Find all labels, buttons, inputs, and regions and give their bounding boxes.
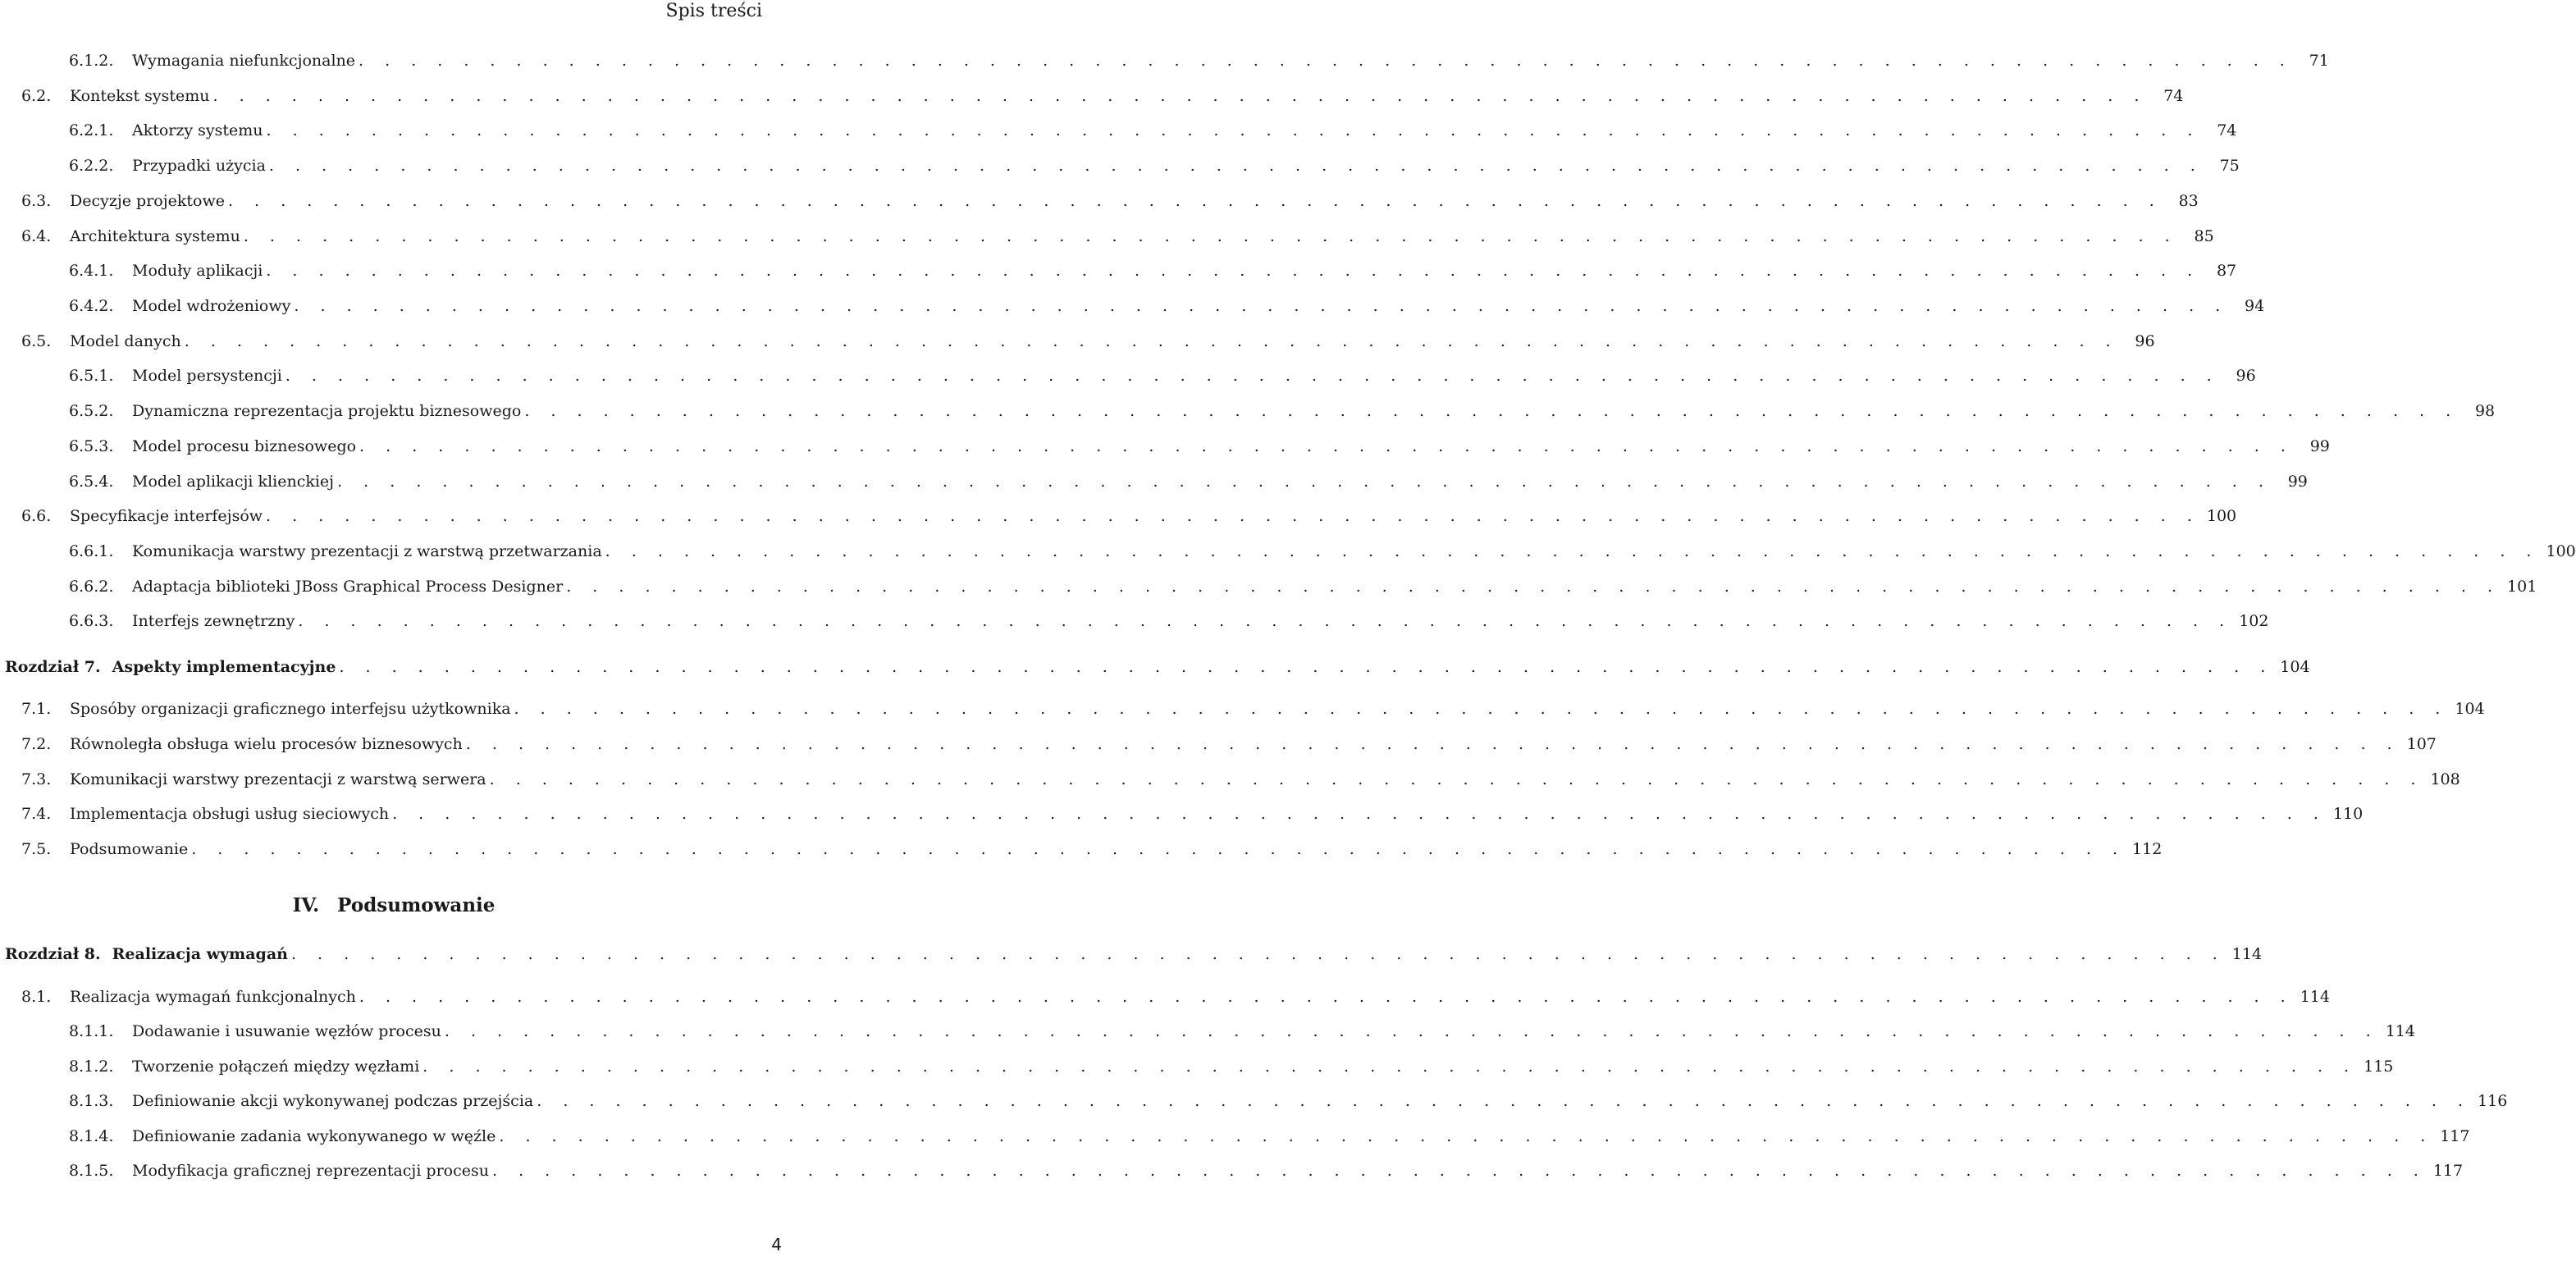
toc-entry-title: Interfejs zewnętrzny	[132, 612, 295, 630]
toc-entry-title: Definiowanie zadania wykonywanego w węźle	[132, 1127, 496, 1145]
toc-entry-page: 99	[2309, 437, 2330, 455]
toc-entry-page: 94	[2245, 297, 2265, 315]
toc-entry-page: 75	[2219, 157, 2240, 175]
toc-entry-title: Decyzje projektowe	[70, 192, 225, 210]
toc-entry[interactable]	[69, 1162, 2464, 1186]
toc-leader-dots: . . . . . . . . . . . . . . . . . . . . . . . . . . . . . . . . . . . . . . . . . . . . . . . . . . . . . . . . . . . . . . . . . . . . . . . . . .	[268, 157, 2204, 175]
toc-entry-title: Komunikacja warstwy prezentacji z warstwą przetwarzania	[132, 542, 602, 560]
toc-leader-dots: . . . . . . . . . . . . . . . . . . . . . . . . . . . . . . . . . . . . . . . . . . . . . . . . . . . . . . . . . . . . . . . . . . . . . . . . . .	[298, 612, 2233, 630]
toc-entry-title: Równoległa obsługa wielu procesów biznesowych	[70, 735, 463, 753]
toc-entry[interactable]	[21, 988, 2330, 1012]
toc-leader-dots: . . . . . . . . . . . . . . . . . . . . . . . . . . . . . . . . . . . . . . . . . . . . . . . . . . . . . . . . . . . . . . . . . . . . . . . . . .	[489, 770, 2424, 788]
toc-entry-number: 6.4.2.	[69, 297, 114, 315]
toc-entry-number: Rozdział 8.	[5, 945, 101, 963]
toc-entry-page: 101	[2507, 578, 2537, 596]
toc-leader-dots: . . . . . . . . . . . . . . . . . . . . . . . . . . . . . . . . . . . . . . . . . . . . . . . . . . . . . . . . . . . . . . . . . . . . . . . . . .	[290, 945, 2226, 963]
toc-entry-number: 8.1.4.	[69, 1127, 114, 1145]
toc-leader-dots: . . . . . . . . . . . . . . . . . . . . . . . . . . . . . . . . . . . . . . . . . . . . . . . . . . . . . . . . . . . . . . . . . . . . . . . . . .	[337, 473, 2272, 491]
toc-entry-page: 114	[2300, 988, 2330, 1006]
toc-entry-page: 112	[2132, 840, 2163, 858]
toc-entry-title: Aspekty implementacyjne	[112, 658, 336, 676]
toc-entry[interactable]	[69, 542, 2576, 567]
toc-entry[interactable]	[69, 1058, 2394, 1082]
toc-entry[interactable]	[21, 87, 2184, 112]
toc-leader-dots: . . . . . . . . . . . . . . . . . . . . . . . . . . . . . . . . . . . . . . . . . . . . . . . . . . . . . . . . . . . . . . . . . . . . . . . . . .	[243, 227, 2178, 245]
toc-entry-title: Model danych	[70, 332, 181, 350]
toc-leader-dots: . . . . . . . . . . . . . . . . . . . . . . . . . . . . . . . . . . . . . . . . . . . . . . . . . . . . . . . . . . . . . . . . . . . . . . . . . .	[359, 988, 2294, 1006]
toc-leader-dots: . . . . . . . . . . . . . . . . . . . . . . . . . . . . . . . . . . . . . . . . . . . . . . . . . . . . . . . . . . . . . . . . . . . . . . . . . .	[266, 507, 2200, 525]
toc-entry[interactable]	[69, 1092, 2508, 1117]
toc-entry-page: 96	[2236, 367, 2256, 385]
toc-entry-number: 7.5.	[21, 840, 52, 858]
toc-leader-dots: . . . . . . . . . . . . . . . . . . . . . . . . . . . . . . . . . . . . . . . . . . . . . . . . . . . . . . . . . . . . . . . . . . . . . . . . . .	[294, 297, 2229, 315]
toc-leader-dots: . . . . . . . . . . . . . . . . . . . . . . . . . . . . . . . . . . . . . . . . . . . . . . . . . . . . . . . . . . . . . . . . . . . . . . . . . .	[266, 262, 2201, 280]
toc-entry[interactable]	[69, 297, 2265, 322]
toc-entry-title: Przypadki użycia	[132, 157, 266, 175]
toc-entry[interactable]	[21, 770, 2460, 795]
toc-entry-number: 6.5.2.	[69, 402, 114, 420]
toc-leader-dots: . . . . . . . . . . . . . . . . . . . . . . . . . . . . . . . . . . . . . . . . . . . . . . . . . . . . . . . . . . . . . . . . . . . . . . . . . .	[359, 52, 2293, 70]
toc-entry-title: Model procesu biznesowego	[132, 437, 357, 455]
toc-entry-title: Wymagania niefunkcjonalne	[132, 52, 356, 70]
toc-leader-dots: . . . . . . . . . . . . . . . . . . . . . . . . . . . . . . . . . . . . . . . . . . . . . . . . . . . . . . . . . . . . . . . . . . . . . . . . . .	[266, 121, 2201, 139]
toc-entry-title: Modyfikacja graficznej reprezentacji procesu	[132, 1162, 489, 1180]
toc-entry[interactable]	[21, 840, 2163, 865]
toc-entry-page: 96	[2135, 332, 2155, 350]
toc-entry-page: 104	[2455, 700, 2485, 718]
toc-chapter-entry[interactable]	[5, 658, 2310, 683]
toc-entry-title: Dodawanie i usuwanie węzłów procesu	[132, 1022, 441, 1040]
toc-leader-dots: . . . . . . . . . . . . . . . . . . . . . . . . . . . . . . . . . . . . . . . . . . . . . . . . . . . . . . . . . . . . . . . . . . . . . . . . . .	[191, 840, 2126, 858]
toc-entry-title: Architektura systemu	[70, 227, 240, 245]
toc-entry-number: 6.5.	[21, 332, 52, 350]
toc-entry-number: 6.5.3.	[69, 437, 114, 455]
toc-entry-number: 8.1.3.	[69, 1092, 114, 1110]
toc-entry-page: 85	[2194, 227, 2214, 245]
toc-entry-number: 6.4.	[21, 227, 52, 245]
toc-entry-number: 6.6.2.	[69, 578, 114, 596]
toc-entry-title: Realizacja wymagań	[112, 945, 288, 963]
toc-entry[interactable]	[21, 227, 2214, 252]
toc-entry-page: 115	[2364, 1058, 2394, 1076]
toc-leader-dots: . . . . . . . . . . . . . . . . . . . . . . . . . . . . . . . . . . . . . . . . . . . . . . . . . . . . . . . . . . . . . . . . . . . . . . . . . .	[499, 1127, 2434, 1145]
toc-entry-number: 6.6.3.	[69, 612, 114, 630]
toc-entry-page: 104	[2280, 658, 2310, 676]
toc-entry-title: Moduły aplikacji	[132, 262, 263, 280]
toc-entry[interactable]	[21, 735, 2437, 760]
toc-entry-title: Implementacja obsługi usług sieciowych	[70, 805, 390, 823]
toc-entry-page: 74	[2163, 87, 2184, 105]
toc-entry-page: 100	[2546, 542, 2576, 560]
toc-entry[interactable]	[69, 367, 2256, 391]
toc-entry[interactable]	[69, 437, 2330, 462]
toc-entry[interactable]	[69, 1022, 2415, 1047]
toc-entry[interactable]	[21, 507, 2237, 532]
toc-entry-number: 6.2.1.	[69, 121, 114, 139]
toc-entry-title: Podsumowanie	[70, 840, 189, 858]
toc-entry-page: 117	[2440, 1127, 2470, 1145]
toc-entry-page: 102	[2239, 612, 2269, 630]
toc-entry-number: 6.5.4.	[69, 473, 114, 491]
toc-entry-title: Model aplikacji klienckiej	[132, 473, 335, 491]
toc-leader-dots: . . . . . . . . . . . . . . . . . . . . . . . . . . . . . . . . . . . . . . . . . . . . . . . . . . . . . . . . . . . . . . . . . . . . . . . . . .	[392, 805, 2327, 823]
toc-entry-title: Sposóby organizacji graficznego interfejsu użytkownika	[70, 700, 511, 718]
toc-entry-number: 6.5.1.	[69, 367, 114, 385]
toc-entry-number: 7.2.	[21, 735, 52, 753]
toc-leader-dots: . . . . . . . . . . . . . . . . . . . . . . . . . . . . . . . . . . . . . . . . . . . . . . . . . . . . . . . . . . . . . . . . . . . . . . . . . .	[227, 192, 2163, 210]
toc-leader-dots: . . . . . . . . . . . . . . . . . . . . . . . . . . . . . . . . . . . . . . . . . . . . . . . . . . . . . . . . . . . . . . . . . . . . . . . . . .	[285, 367, 2220, 385]
toc-entry-title: Model persystencji	[132, 367, 282, 385]
toc-entry-title: Dynamiczna reprezentacja projektu biznesowego	[132, 402, 522, 420]
toc-entry-page: 110	[2332, 805, 2364, 823]
toc-entry-page: 108	[2430, 770, 2460, 788]
toc-entry-page: 74	[2217, 121, 2237, 139]
toc-entry[interactable]	[69, 473, 2308, 497]
toc-entry-page: 114	[2231, 945, 2263, 963]
running-header: Spis treści	[665, 1, 762, 21]
toc-entry[interactable]	[21, 332, 2155, 357]
toc-entry-number: 6.6.1.	[69, 542, 114, 560]
toc-entry-title: Aktorzy systemu	[132, 121, 263, 139]
toc-entry-number: 8.1.1.	[69, 1022, 114, 1040]
toc-entry-page: 98	[2474, 402, 2496, 420]
toc-entry-page: 87	[2216, 262, 2237, 280]
toc-entry-number: Rozdział 7.	[5, 658, 101, 676]
toc-entry[interactable]	[69, 578, 2537, 602]
toc-entry-page: 117	[2432, 1162, 2464, 1180]
toc-entry-number: 6.2.	[21, 87, 52, 105]
toc-entry-number: 8.1.2.	[69, 1058, 114, 1076]
page-number: 4	[771, 1235, 782, 1254]
part-title: Podsumowanie	[337, 894, 496, 916]
part-number: IV.	[292, 894, 320, 916]
toc-entry[interactable]	[69, 52, 2329, 76]
toc-entry-title: Adaptacja biblioteki JBoss Graphical Process Designer	[132, 578, 564, 596]
toc-leader-dots: . . . . . . . . . . . . . . . . . . . . . . . . . . . . . . . . . . . . . . . . . . . . . . . . . . . . . . . . . . . . . . . . . . . . . . . . . .	[184, 332, 2119, 350]
toc-entry-title: Komunikacji warstwy prezentacji z warstwą serwera	[70, 770, 486, 788]
toc-entry-number: 6.6.	[21, 507, 52, 525]
toc-leader-dots: . . . . . . . . . . . . . . . . . . . . . . . . . . . . . . . . . . . . . . . . . . . . . . . . . . . . . . . . . . . . . . . . . . . . . . . . . .	[444, 1022, 2379, 1040]
toc-entry[interactable]	[69, 612, 2269, 637]
toc-entry-number: 7.3.	[21, 770, 52, 788]
toc-entry[interactable]	[69, 402, 2496, 427]
toc-entry-page: 99	[2287, 473, 2308, 491]
toc-entry[interactable]	[21, 192, 2199, 217]
toc-entry[interactable]	[21, 805, 2364, 829]
toc-entry-title: Realizacja wymagań funkcjonalnych	[70, 988, 356, 1006]
toc-entry-page: 107	[2406, 735, 2437, 753]
toc-entry-number: 8.1.	[21, 988, 52, 1006]
toc-leader-dots: . . . . . . . . . . . . . . . . . . . . . . . . . . . . . . . . . . . . . . . . . . . . . . . . . . . . . . . . . . . . . . . . . . . . . . . . . .	[524, 402, 2460, 420]
toc-chapter-entry[interactable]	[5, 945, 2263, 970]
toc-entry[interactable]	[69, 121, 2237, 146]
toc-entry-title: Model wdrożeniowy	[132, 297, 291, 315]
toc-leader-dots: . . . . . . . . . . . . . . . . . . . . . . . . . . . . . . . . . . . . . . . . . . . . . . . . . . . . . . . . . . . . . . . . . . . . . . . . . .	[212, 87, 2148, 105]
toc-entry-number: 7.4.	[21, 805, 52, 823]
toc-entry-number: 6.1.2.	[69, 52, 114, 70]
toc-entry-number: 7.1.	[21, 700, 52, 718]
toc-leader-dots: . . . . . . . . . . . . . . . . . . . . . . . . . . . . . . . . . . . . . . . . . . . . . . . . . . . . . . . . . . . . . . . . . . . . . . . . . .	[339, 658, 2274, 676]
toc-entry-page: 100	[2206, 507, 2237, 525]
toc-leader-dots: . . . . . . . . . . . . . . . . . . . . . . . . . . . . . . . . . . . . . . . . . . . . . . . . . . . . . . . . . . . . . . . . . . . . . . . . . .	[422, 1058, 2358, 1076]
toc-entry-number: 6.4.1.	[69, 262, 114, 280]
toc-leader-dots: . . . . . . . . . . . . . . . . . . . . . . . . . . . . . . . . . . . . . . . . . . . . . . . . . . . . . . . . . . . . . . . . . . . . . . . . . .	[605, 542, 2540, 560]
toc-entry[interactable]	[69, 1127, 2470, 1152]
toc-entry-title: Specyfikacje interfejsów	[70, 507, 263, 525]
toc-entry[interactable]	[21, 700, 2485, 724]
toc-entry[interactable]	[69, 262, 2237, 286]
toc-leader-dots: . . . . . . . . . . . . . . . . . . . . . . . . . . . . . . . . . . . . . . . . . . . . . . . . . . . . . . . . . . . . . . . . . . . . . . . . . .	[537, 1092, 2472, 1110]
toc-entry-number: 6.3.	[21, 192, 52, 210]
toc-entry-title: Kontekst systemu	[70, 87, 210, 105]
toc-entry-page: 114	[2385, 1022, 2415, 1040]
toc-entry-page: 83	[2178, 192, 2199, 210]
part-heading	[0, 894, 788, 916]
toc-entry-title: Tworzenie połączeń między węzłami	[132, 1058, 420, 1076]
toc-entry-page: 116	[2478, 1092, 2508, 1110]
toc-entry[interactable]	[69, 157, 2240, 181]
toc-entry-number: 6.2.2.	[69, 157, 114, 175]
toc-leader-dots: . . . . . . . . . . . . . . . . . . . . . . . . . . . . . . . . . . . . . . . . . . . . . . . . . . . . . . . . . . . . . . . . . . . . . . . . . .	[465, 735, 2400, 753]
toc-leader-dots: . . . . . . . . . . . . . . . . . . . . . . . . . . . . . . . . . . . . . . . . . . . . . . . . . . . . . . . . . . . . . . . . . . . . . . . . . .	[566, 578, 2501, 596]
toc-entry-title: Definiowanie akcji wykonywanej podczas przejścia	[132, 1092, 534, 1110]
toc-entry-number: 8.1.5.	[69, 1162, 114, 1180]
toc-leader-dots: . . . . . . . . . . . . . . . . . . . . . . . . . . . . . . . . . . . . . . . . . . . . . . . . . . . . . . . . . . . . . . . . . . . . . . . . . .	[492, 1162, 2427, 1180]
toc-leader-dots: . . . . . . . . . . . . . . . . . . . . . . . . . . . . . . . . . . . . . . . . . . . . . . . . . . . . . . . . . . . . . . . . . . . . . . . . . .	[359, 437, 2294, 455]
toc-leader-dots: . . . . . . . . . . . . . . . . . . . . . . . . . . . . . . . . . . . . . . . . . . . . . . . . . . . . . . . . . . . . . . . . . . . . . . . . . .	[514, 700, 2449, 718]
toc-entry-page: 71	[2309, 52, 2329, 70]
